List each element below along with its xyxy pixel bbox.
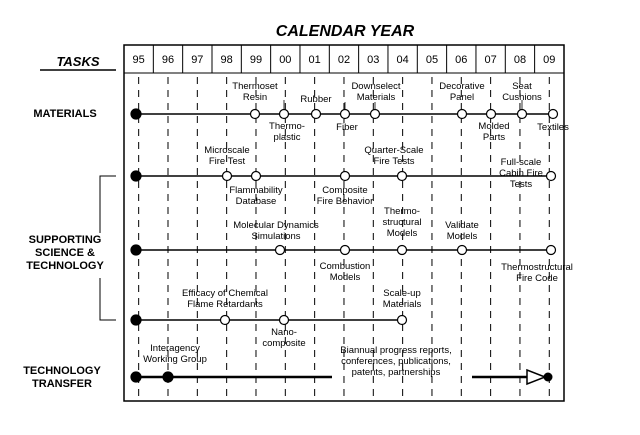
row-label-materials: MATERIALS [33, 108, 97, 120]
milestone-marker [280, 110, 289, 119]
milestone-marker [549, 110, 558, 119]
year-label: 97 [191, 54, 204, 66]
milestone-label-science2: Models [329, 272, 361, 283]
milestone-marker [221, 316, 230, 325]
year-label: 00 [279, 54, 292, 66]
row-label-transfer-1: TECHNOLOGY [23, 365, 101, 377]
milestone-label-science2: Models [386, 228, 418, 239]
milestone-marker [547, 246, 556, 255]
year-label: 02 [337, 54, 351, 66]
milestone-marker [251, 110, 260, 119]
milestone-label-materials: Thermo- [269, 121, 305, 132]
year-label: 09 [543, 54, 556, 66]
milestone-marker [547, 172, 556, 181]
milestone-label-materials: Cushions [502, 92, 542, 103]
milestone-label-materials: Panel [449, 92, 475, 103]
milestone-label-materials: Downselect [351, 81, 401, 92]
milestone-label-science1: Tests [509, 179, 533, 190]
milestone-label-science1: Fire Tests [373, 156, 415, 167]
tasks-header: TASKS [56, 54, 100, 69]
milestone-label-science2: Combustion [319, 261, 371, 272]
milestone-label-materials: Rubber [300, 94, 332, 105]
milestone-label-science1: Fire Test [208, 156, 246, 167]
row-label-transfer-2: TRANSFER [32, 378, 92, 390]
milestone-label-science1: Composite [322, 185, 368, 196]
year-label: 05 [425, 54, 439, 66]
milestone-marker [398, 246, 407, 255]
milestone-label-transfer: patents, partnerships [351, 367, 441, 378]
milestone-label-materials: Seat [512, 81, 532, 92]
milestone-label-transfer: conferences, publications, [341, 356, 451, 367]
milestone-label-science1: Cabin Fire [499, 168, 543, 179]
milestone-label-science2: Molecular Dynamics [233, 220, 319, 231]
milestone-label-science2: Simulations [251, 231, 301, 242]
year-label: 04 [396, 54, 409, 66]
year-label: 99 [249, 54, 263, 66]
milestone-label-science2: Models [446, 231, 478, 242]
year-label: 01 [308, 54, 321, 66]
milestone-label-materials: plastic [273, 132, 301, 143]
milestone-label-science3: Efficacy of Chemical [182, 288, 268, 299]
row-label-science-3: TECHNOLOGY [26, 260, 104, 272]
milestone-label-science2: Fire Code [516, 273, 558, 284]
transfer-end-marker [544, 373, 553, 382]
milestone-label-transfer: Working Group [143, 354, 207, 365]
milestone-label-science1: Fire Behavior [316, 196, 374, 207]
milestone-label-science2: Thermo- [384, 206, 420, 217]
milestone-label-materials: Materials [356, 92, 396, 103]
year-label: 06 [455, 54, 468, 66]
milestone-start-marker [131, 372, 141, 382]
milestone-label-materials: Resin [242, 92, 268, 103]
science-bracket [100, 176, 116, 320]
milestone-label-science3: Nano- [271, 327, 297, 338]
year-label: 98 [220, 54, 233, 66]
milestone-start-marker [131, 245, 141, 255]
year-labels [133, 54, 556, 66]
milestone-marker [223, 172, 232, 181]
milestone-label-science2: Thermostructural [501, 262, 573, 273]
transfer-arrow-head [527, 370, 545, 384]
year-label: 96 [161, 54, 175, 66]
year-label: 03 [367, 54, 380, 66]
milestone-label-science1: Full-scale [500, 157, 542, 168]
milestone-marker [458, 246, 467, 255]
milestone-label-materials: Textiles [537, 122, 569, 133]
milestone-label-science1: Microscale [204, 145, 250, 156]
milestone-marker [341, 110, 350, 119]
milestone-marker [276, 246, 285, 255]
milestone-label-science2: Validate [445, 220, 479, 231]
milestone-label-materials: Decorative [439, 81, 485, 92]
milestone-label-science2: structural [382, 217, 422, 228]
milestone-label-science3: Materials [382, 299, 422, 310]
milestone-label-materials: Fiber [336, 122, 358, 133]
milestone-start-marker [131, 109, 141, 119]
milestone-marker [341, 246, 350, 255]
milestone-marker [458, 110, 467, 119]
milestone-marker [487, 110, 496, 119]
milestone-start-marker [131, 171, 141, 181]
row-label-science-1: SUPPORTING [28, 234, 102, 246]
milestone-labels [143, 81, 573, 378]
milestone-start-marker [163, 372, 173, 382]
milestone-marker [398, 172, 407, 181]
milestone-label-transfer: Biannual progress reports, [340, 345, 452, 356]
milestone-marker [398, 316, 407, 325]
milestone-label-science3: Scale-up [383, 288, 421, 299]
milestone-marker [341, 172, 350, 181]
milestone-label-materials: Thermoset [232, 81, 278, 92]
diagram-title: CALENDAR YEAR [275, 23, 415, 40]
milestone-label-materials: Molded [478, 121, 510, 132]
milestone-label-science3: Flame Retardants [187, 299, 263, 310]
year-label: 07 [484, 54, 497, 66]
milestone-marker [312, 110, 321, 119]
milestone-marker [280, 316, 289, 325]
year-label: 08 [513, 54, 527, 66]
milestone-label-transfer: Interagency [150, 343, 200, 354]
milestone-label-materials: Parts [482, 132, 506, 143]
milestone-label-science1: Quarter-Scale [364, 145, 424, 156]
milestone-label-science1: Flammability [229, 185, 283, 196]
row-label-science-2: SCIENCE & [35, 247, 95, 259]
milestone-label-science1: Database [235, 196, 277, 207]
milestone-marker [252, 172, 261, 181]
milestone-label-science3: composite [262, 338, 306, 349]
milestone-start-marker [131, 315, 141, 325]
milestone-marker [518, 110, 527, 119]
milestone-marker [371, 110, 380, 119]
year-label: 95 [132, 54, 145, 66]
